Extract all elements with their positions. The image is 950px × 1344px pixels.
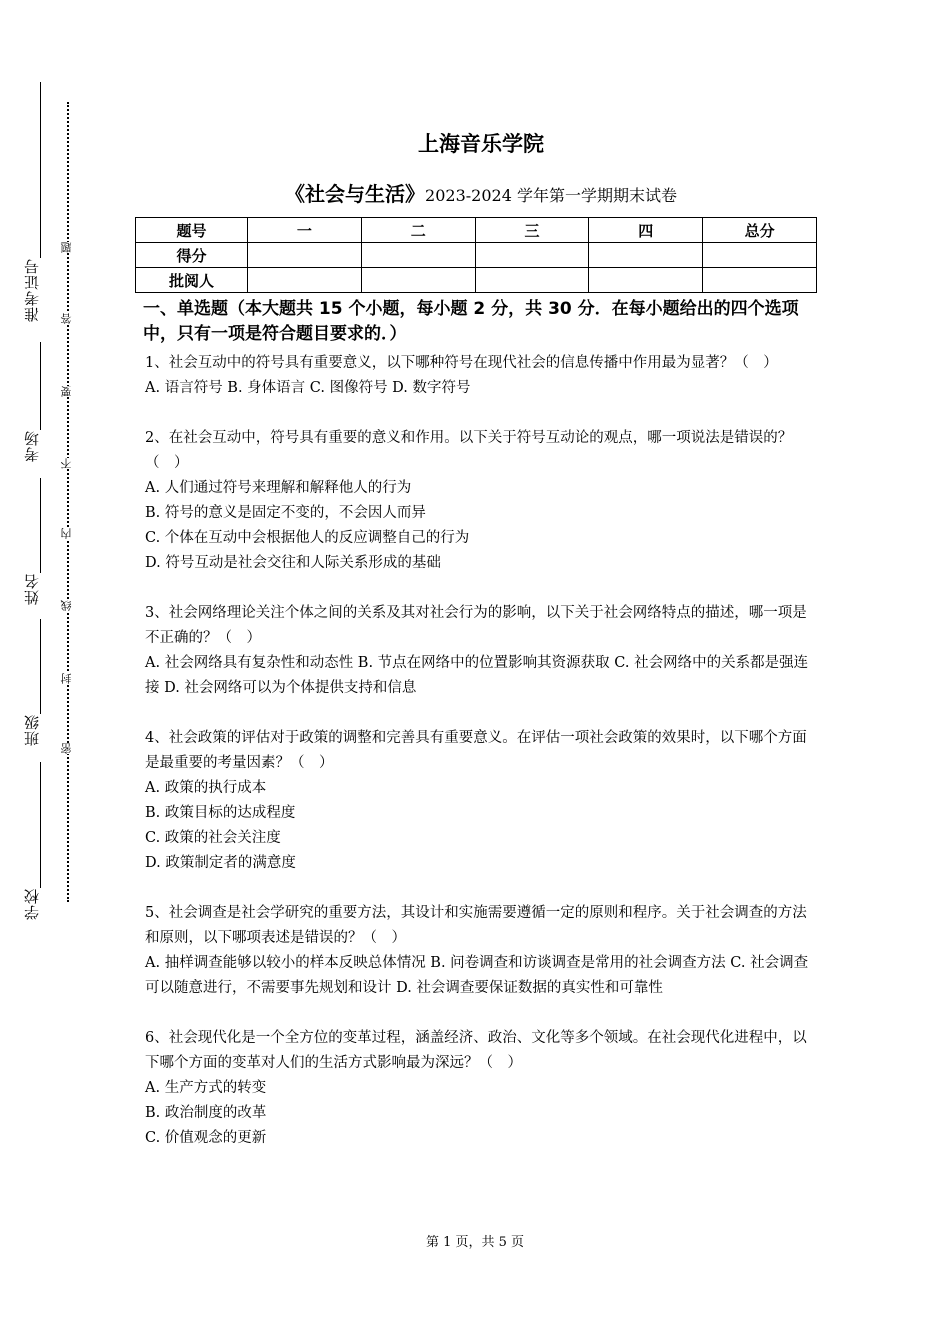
score-table-header: 二	[361, 218, 475, 243]
seal-char: 密	[60, 743, 76, 754]
seal-char: 要	[60, 386, 76, 397]
field-exam-room-line	[40, 342, 41, 430]
score-cell	[589, 268, 703, 293]
field-name-line	[40, 478, 41, 573]
question	[145, 351, 817, 401]
question-option: B. 政策目标的达成程度	[145, 805, 296, 821]
question-option: D. 符号互动是社会交往和人际关系形成的基础	[145, 555, 441, 571]
course-title: 《社会与生活》	[285, 182, 426, 206]
question-option: A. 政策的执行成本	[145, 780, 267, 796]
question-option: A. 人们通过符号来理解和解释他人的行为	[145, 480, 412, 496]
field-school-label: 学校	[23, 888, 41, 920]
question-option: D. 政策制定者的满意度	[145, 855, 296, 871]
field-exam-id-label: 准考证号	[23, 258, 41, 322]
question-option: A. 生产方式的转变	[145, 1080, 267, 1096]
page-footer: 第 1 页，共 5 页	[425, 1235, 525, 1250]
field-name-label: 姓名	[23, 573, 41, 605]
score-row-label: 得分	[136, 243, 248, 268]
question-stem: 4、社会政策的评估对于政策的调整和完善具有重要意义。在评估一项社会政策的效果时，以下哪个方面是最重要的考量因素？（ ）	[145, 730, 807, 771]
seal-char: 答	[60, 313, 76, 324]
score-cell	[475, 243, 589, 268]
question-option: B. 符号的意义是固定不变的，不会因人而异	[145, 505, 426, 521]
score-cell	[248, 243, 362, 268]
question	[145, 601, 817, 701]
score-row-label: 批阅人	[136, 268, 248, 293]
question	[145, 726, 817, 876]
seal-char: 线	[60, 600, 76, 611]
question-stem: 6、社会现代化是一个全方位的变革过程，涵盖经济、政治、文化等多个领域。在社会现代化进程中，以下哪个方面的变革对人们的生活方式影响最为深远？（ ）	[145, 1030, 807, 1071]
score-cell	[589, 243, 703, 268]
question-options: A. 社会网络具有复杂性和动态性 B. 节点在网络中的位置影响其资源获取 C. 社会网络中的关系都是强连接 D. 社会网络可以为个体提供支持和信息	[145, 655, 809, 696]
seal-dotted-line	[67, 102, 69, 902]
field-exam-room-label: 考场	[23, 430, 41, 462]
question-stem: 3、社会网络理论关注个体之间的关系及其对社会行为的影响，以下关于社会网络特点的描述，哪一项是不正确的？（ ）	[145, 605, 807, 646]
seal-char: 不	[60, 458, 76, 469]
binding-margin	[0, 0, 90, 1344]
question-stem: 1、社会互动中的符号具有重要意义，以下哪种符号在现代社会的信息传播中作用最为显著？（ ）	[145, 355, 778, 371]
field-exam-room	[22, 430, 42, 462]
question-option: C. 个体在互动中会根据他人的反应调整自己的行为	[145, 530, 470, 546]
score-cell	[361, 268, 475, 293]
question-stem: 2、在社会互动中，符号具有重要的意义和作用。以下关于符号互动论的观点，哪一项说法是错误的？（ ）	[145, 430, 793, 471]
seal-char: 题	[60, 242, 76, 253]
question-option: B. 政治制度的改革	[145, 1105, 267, 1121]
field-class	[22, 714, 42, 746]
score-table-header: 一	[248, 218, 362, 243]
score-table-header: 总分	[703, 218, 817, 243]
question-option: C. 价值观念的更新	[145, 1130, 267, 1146]
question-stem: 5、社会调查是社会学研究的重要方法，其设计和实施需要遵循一定的原则和程序。关于社会调查的方法和原则，以下哪项表述是错误的？（ ）	[145, 905, 807, 946]
score-table-row	[136, 243, 817, 268]
score-table-header: 题号	[136, 218, 248, 243]
seal-char: 内	[60, 528, 76, 539]
term-title: 2023-2024 学年第一学期期末试卷	[425, 186, 677, 205]
score-table-header-row	[136, 218, 817, 243]
question-options: A. 语言符号 B. 身体语言 C. 图像符号 D. 数字符号	[145, 380, 471, 396]
score-table-header: 四	[589, 218, 703, 243]
field-exam-id-line	[40, 82, 41, 258]
question-option: C. 政策的社会关注度	[145, 830, 281, 846]
section-title: 一、单选题（本大题共 15 个小题，每小题 2 分，共 30 分．在每小题给出的四个选项中，只有一项是符合题目要求的．）	[143, 299, 799, 344]
field-class-line	[40, 619, 41, 714]
exam-content	[145, 128, 817, 1176]
score-cell	[703, 268, 817, 293]
field-school	[22, 888, 42, 920]
score-cell	[703, 243, 817, 268]
question	[145, 1026, 817, 1151]
score-cell	[361, 243, 475, 268]
field-class-label: 班级	[23, 714, 41, 746]
question-options: A. 抽样调查能够以较小的样本反映总体情况 B. 问卷调查和访谈调查是常用的社会调查方法 C. 社会调查可以随意进行，不需要事先规划和设计 D. 社会调查要保证数据的真实性和可靠性	[145, 955, 809, 996]
field-school-line	[40, 762, 41, 888]
exam-subtitle	[145, 178, 817, 207]
field-name	[22, 573, 42, 605]
question	[145, 901, 817, 1001]
question	[145, 426, 817, 576]
seal-char: 封	[60, 673, 76, 684]
field-exam-id	[22, 258, 42, 322]
score-table-row	[136, 268, 817, 293]
score-cell	[248, 268, 362, 293]
school-title: 上海音乐学院	[418, 132, 544, 156]
score-table	[135, 217, 817, 293]
score-cell	[475, 268, 589, 293]
score-table-header: 三	[475, 218, 589, 243]
